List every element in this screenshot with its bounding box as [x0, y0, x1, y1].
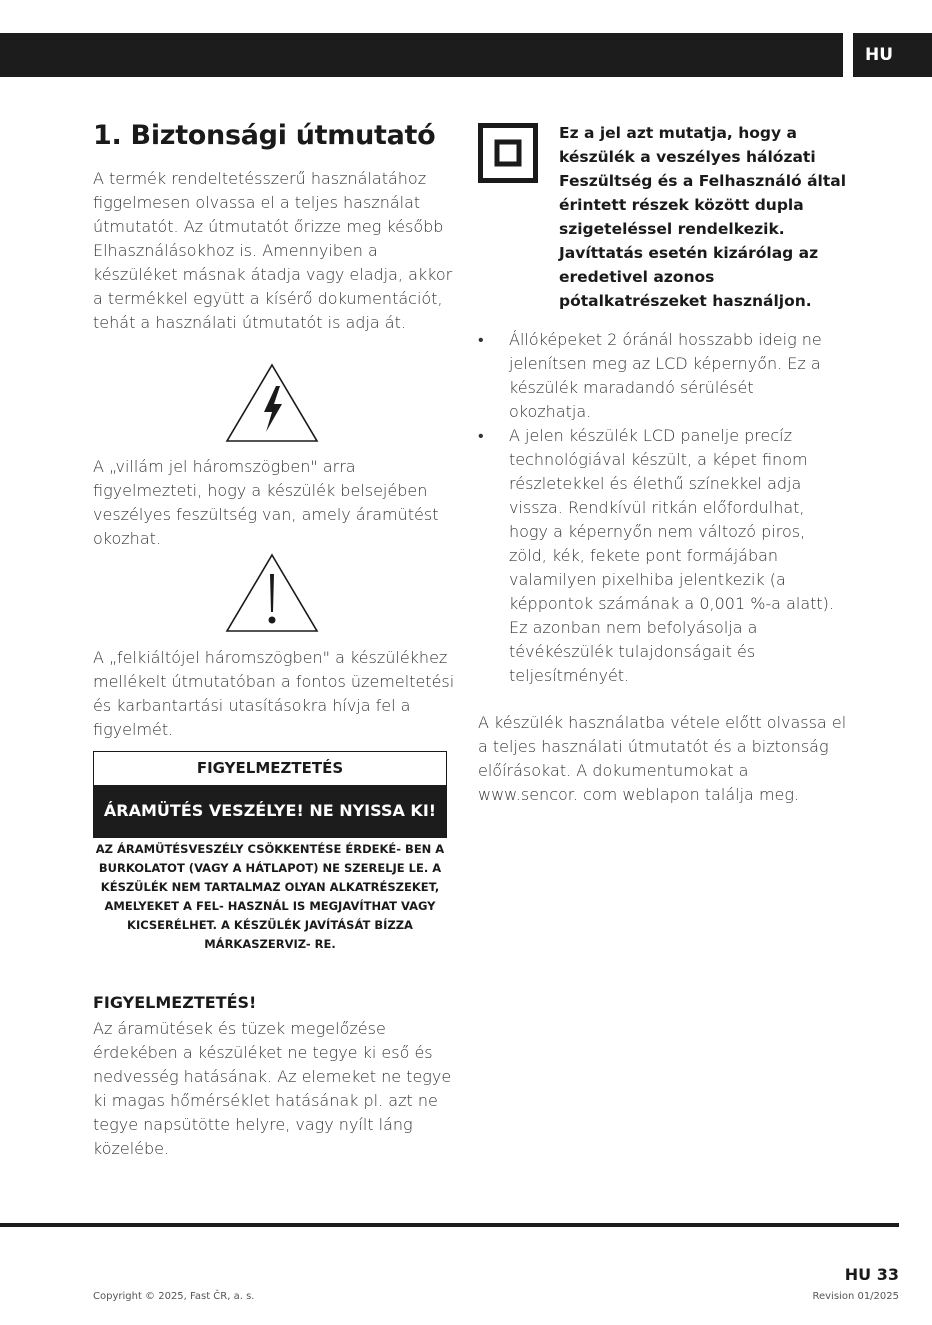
- warning-box-body: AZ ÁRAMÜTÉSVESZÉLY CSÖKKENTÉSE ÉRDEKÉ- BEN A BURKOLATOT (VAGY A HÁTLAPOT) NE SZERELJE LE. A KÉSZÜLÉK NEM TARTALMAZ OLYAN ALKATRÉSZEKET, AMELYEKET A FEL- HASZNÁL IS MEGJAVÍTHAT VAGY KICSERÉLHET. A KÉSZÜLÉK JAVÍTÁSÁT BÍZZA MÁRKASZERVIZ- RE.: [95, 842, 445, 951]
- section-title: 1. Biztonsági útmutató: [93, 120, 436, 151]
- exclamation-description: A „felkiáltójel háromszögben" a készülékhez mellékelt útmutatóban a fontos üzemeltetési és karbantartási utasításokra hívja fel a figyelmét.: [93, 648, 455, 739]
- bullet-text: Állóképeket 2 óránál hosszabb ideig ne jelenítsen meg az LCD képernyőn. Ez a készülék maradandó sérülését okozhatja.: [509, 330, 822, 421]
- shock-warning-box: [93, 751, 447, 838]
- warning-paragraph: Az áramütések és tüzek megelőzése érdekében a készüléket ne tegye ki eső és nedvesség hatásának. Az elemeket ne tegye ki magas hőmérséklet hatásának pl. azt ne tegye napsütötte helyre, vagy nyílt láng közelébe.: [93, 1019, 452, 1158]
- copyright-text: Copyright © 2025, Fast ČR, a. s.: [93, 1291, 255, 1302]
- warning-box-banner: ÁRAMÜTÉS VESZÉLYE! NE NYISSA KI!: [94, 785, 446, 837]
- page-number: HU 33: [844, 1265, 899, 1284]
- double-insulation-icon: [478, 123, 538, 183]
- intro-paragraph: A termék rendeltetésszerű használatához figgelmesen olvassa el a teljes használat útmutatót. Az útmutatót őrizze meg később Elhasználásokhoz is. Amennyiben a készüléket másnak átadja vagy eladja, akkor a termékkel együtt a kísérő dokumentációt, tehát a használati útmutatót is adja át.: [93, 169, 453, 332]
- warning-box-title: FIGYELMEZTETÉS: [94, 752, 446, 785]
- bullet-marker: •: [478, 426, 484, 445]
- closing-paragraph: A készülék használatba vétele előtt olvassa el a teljes használati útmutatót és a biztonság előírásokat. A dokumentumokat a www.sencor. com weblapon találja meg.: [478, 713, 847, 804]
- lightning-description: A „villám jel háromszögben" arra figyelmezteti, hogy a készülék belsejében veszélyes feszültség van, amely áramütést okozhat.: [93, 457, 439, 548]
- header-bar: [0, 33, 843, 77]
- list-item: [478, 424, 838, 688]
- bullet-text: A jelen készülék LCD panelje precíz technológiával készült, a képet finom részletekkel és élethű színekkel adja vissza. Rendkívül ritkán előfordulhat, hogy a képernyőn nem változó piros, zöld, kék, fekete pont formájában valamilyen pixelhiba jelentkezik (a képpontok számának a 0,001 %-a alatt). Ez azonban nem befolyásolja a tévékészülék tulajdonságait és teljesítményét.: [509, 426, 834, 685]
- language-tab: HU: [853, 33, 932, 77]
- exclamation-triangle-icon: [224, 552, 320, 634]
- footer-rule: [0, 1223, 899, 1227]
- warning-heading: FIGYELMEZTETÉS!: [93, 993, 257, 1012]
- lightning-triangle-icon: [224, 362, 320, 444]
- revision-text: Revision 01/2025: [812, 1291, 899, 1302]
- double-insulation-description: Ez a jel azt mutatja, hogy a készülék a veszélyes hálózati Feszültség és a Felhasználó által érintett részek között dupla szigeteléssel rendelkezik. Javíttatás esetén kizárólag az eredetivel azonos pótalkatrészeket használjon.: [559, 124, 847, 310]
- bullet-marker: •: [478, 330, 484, 349]
- safety-bullet-list: [478, 328, 838, 688]
- list-item: [478, 328, 838, 424]
